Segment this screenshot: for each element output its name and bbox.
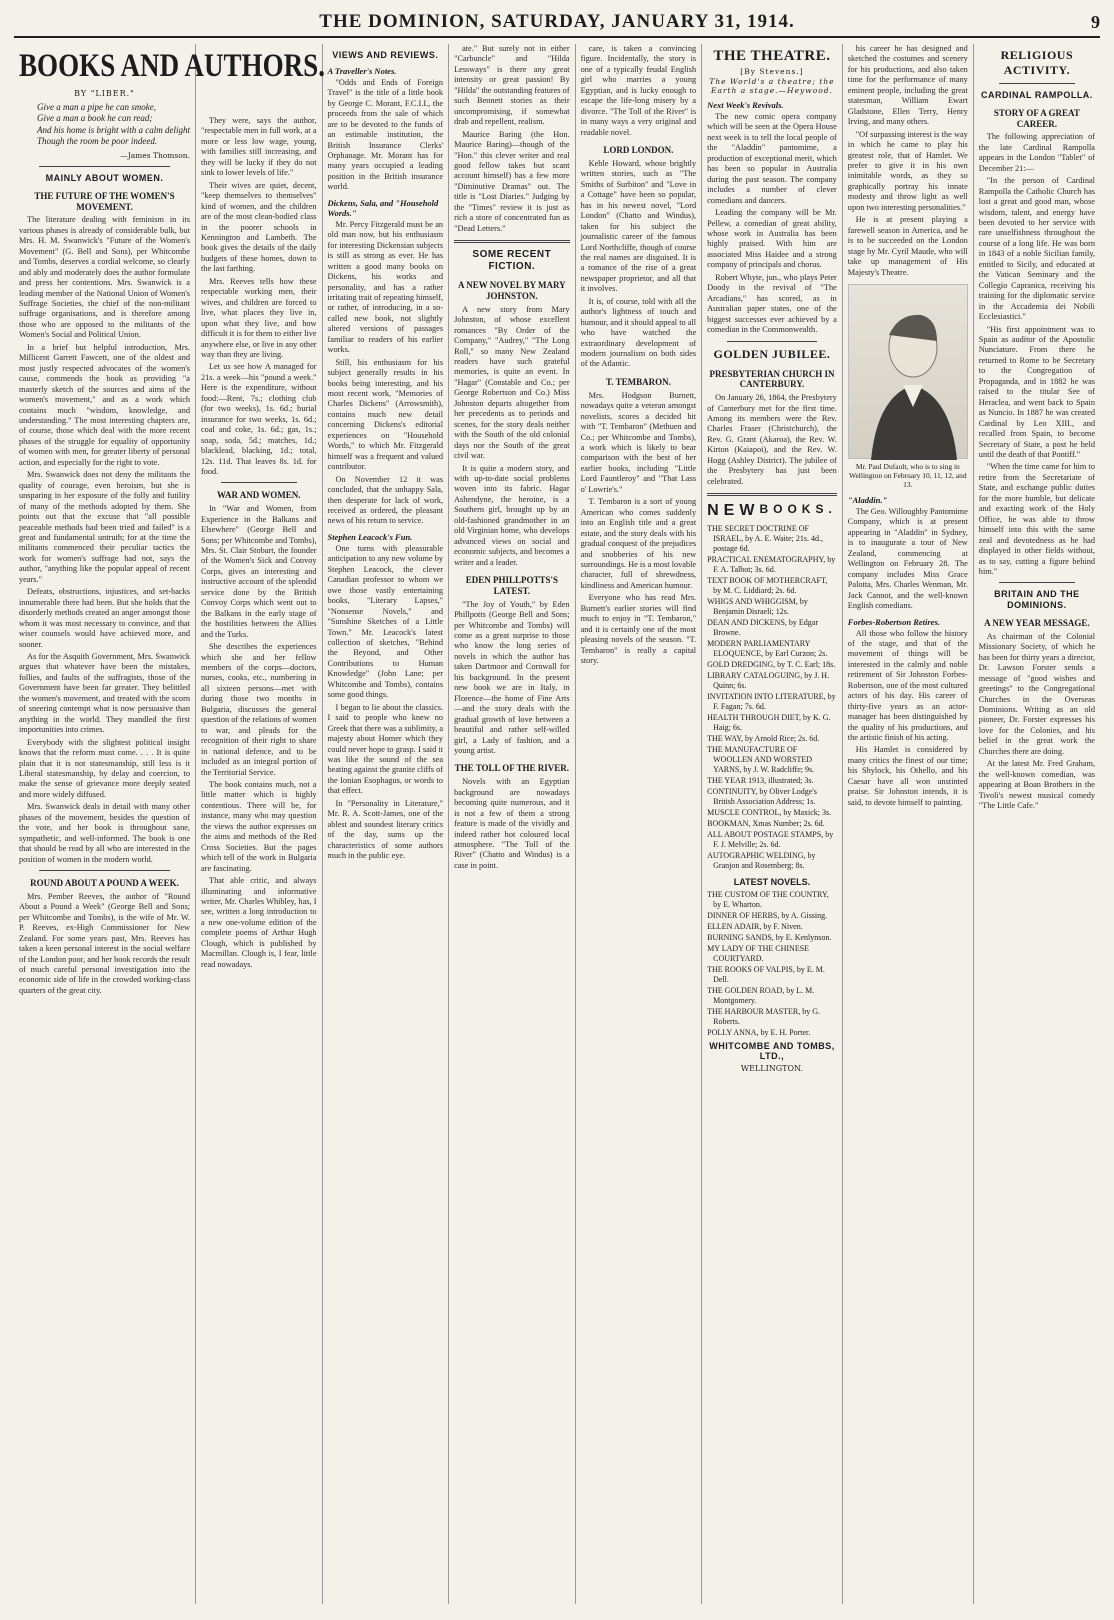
book-list-item: BURNING SANDS, by E. Kenlynson. bbox=[707, 933, 832, 943]
book-list-item: LIBRARY CATALOGUING, by J. H. Quinn; 6s. bbox=[707, 671, 830, 691]
article-paragraph: That able critic, and always illuminating and informative writer, Mr. Charles Whibley, has, I see, written a long introduction to a new one-volume edition of the complete poems of Arthur Hugh Clough, which is published by Macmillan. Clough is, I fear, little read nowadays. bbox=[201, 876, 317, 969]
section-title-books-and-authors: BOOKS AND AUTHORS. bbox=[19, 48, 326, 84]
article-paragraph: Robert Whyte, jun., who plays Peter Doody in the revival of "The Arcadians," has scored, as in Australian paper states, one of the biggest successes ever achieved by a comedian in the Commonwealth. bbox=[707, 272, 837, 335]
article-paragraph: "Odds and Ends of Foreign Travel" is the title of a little book by George C. Morant, F.C.I.I., the proceeds from the sale of which are to be devoted to the funds of an estimable institution, the British Insurance Clerks' Orphanage. Mr. Morant has for many years occupied a leading position in the British insurance world. bbox=[327, 77, 444, 192]
article-paragraph: Novels with an Egyptian background are nowadays becoming quite numerous, and it is not a few of them a strong feature is made of the vividly and indeed rather hot coloured local atmosphere. "The Toll of the River" (Chatto and Windus) is a case in point. bbox=[454, 777, 570, 870]
verse-line: Though the room be poor indeed. bbox=[37, 135, 158, 146]
heading-story-of-career: STORY OF A GREAT CAREER. bbox=[993, 107, 1080, 129]
subheading-next-week: Next Week's Revivals. bbox=[707, 100, 784, 110]
book-list-item: TEXT BOOK OF MOTHERCRAFT, by M. C. Liddiard; 2s. 6d. bbox=[707, 576, 828, 596]
article-paragraph: The literature dealing with feminism in its various phases is already of considerable bulk, but Mrs. H. M. Swanwick's "Future of the Women's Movement" (G. Bell and Sons), per Whitcombe and Tombs, deserves a cordial welcome, so clearly and ably and moderately does the author formulate and press her contentions. Mrs. Swanwick is a leading member of the National Union of Women's Suffrage Societies, the chief of the non-militant suffrage organisations, and is therefore among those who are opposed to the militants of the Women's Social and Political Union. bbox=[19, 215, 190, 340]
book-list-item: THE GOLDEN ROAD, by L. M. Montgomery. bbox=[707, 986, 815, 1006]
article-paragraph: care, is taken a convincing figure. Incidentally, the story is one of a typically feudal English girl who marries a young Egyptian, and is lucky enough to escape the life-long misery by a divorce. "The Toll of the River" is in many ways a very original and readable novel. bbox=[580, 44, 697, 137]
article-paragraph: "Of surpassing interest is the way in which he came to play his greatest role, that of Hamlet. We prefer to give it in his own inimitable words, as they so graphically portray his innate modesty and throw light as well upon two interesting personalities." bbox=[847, 129, 968, 212]
new-books-advert-header bbox=[707, 502, 837, 520]
new-books-list bbox=[707, 524, 837, 871]
article-paragraph: It is quite a modern story, and with up-to-date social problems woven into its fabric. Hagar Ashendyne, the heroine, is a Southern girl, brought up by an old-fashioned grandmother in an old Virginian home, who develops advanced views on social and economic subjects, and becomes a writer and a leader. bbox=[454, 463, 570, 567]
article-paragraph: "In the person of Cardinal Rampolla the Catholic Church has lost a great and good man, whose wisdom, talent, and energy have been devoted to her service with rare unselfishness throughout the course of a long life. He was born in 1843 of a noble Sicilian family, entitled to Sicily, and educated at the Vatican Seminary and the Collegio Capranica, receiving his training for the diplomatic service in the Accademia dei Nobili Ecclesiastici." bbox=[978, 176, 1095, 322]
book-list-item: DEAN AND DICKENS, by Edgar Browne. bbox=[707, 618, 819, 638]
epigraph-verse bbox=[19, 102, 190, 147]
subheading-aladdin: "Aladdin." bbox=[847, 494, 888, 505]
book-list-item: WHIGS AND WHIGGISM, by Benjamin Disraeli; 12s. bbox=[707, 597, 808, 617]
book-list-item: GOLD DREDGING, by T. C. Earl; 18s. bbox=[707, 660, 836, 670]
book-list-item: THE CUSTOM OF THE COUNTRY, by E. Wharton. bbox=[707, 890, 829, 910]
column-8 bbox=[974, 44, 1100, 1604]
portrait-illustration bbox=[849, 285, 969, 460]
verse-line: Give a man a book he can read; bbox=[37, 113, 153, 124]
divider bbox=[39, 870, 170, 871]
book-list-item: MUSCLE CONTROL, by Maxick; 3s. bbox=[707, 808, 832, 818]
divider bbox=[727, 341, 817, 342]
heading-cardinal-rampolla: CARDINAL RAMPOLLA. bbox=[980, 90, 1093, 100]
portrait-caption: Mr. Paul Dufault, who is to sing in Wellington on February 10, 11, 12, and 13. bbox=[848, 461, 967, 489]
article-paragraph: T. Tembaron is a sort of young American who comes suddenly into an English title and a great estate, and the story deals with his gradual conquest of the prejudices and snobberies of his new surroundings. He is a most lovable character, full of shrewdness, kindliness and American humour. bbox=[580, 497, 697, 590]
article-paragraph: She describes the experiences which she and her fellow members of the corps—doctors, nurses, cooks, etc., numbering in all sixteen persons—met with during those two months in Bulgaria, discusses the general question of the relations of women to war, and pleads for the recognition of their right to share in national defence, and to be included as an integral portion of the Territorial Service. bbox=[201, 642, 317, 777]
subheading-forbes-robertson: Forbes-Robertson Retires. bbox=[847, 616, 940, 627]
heading-war-and-women: WAR AND WOMEN. bbox=[216, 490, 301, 501]
column-2 bbox=[196, 44, 323, 1604]
article-paragraph: On January 26, 1864, the Presbytery of Canterbury met for the first time. Among its members were the Rev. Charles Fraser (Christchurch), the Rev. G. Grant (Akaroa), the Rev. W. Kirton (Kaiapoi), and the Rev. W. Hogg (Ashley District). The jubilee of the Presbytery has just been celebrated. bbox=[707, 393, 837, 486]
article-paragraph: As chairman of the Colonial Missionary Society, of which he has been for thirty years a director, Dr. Lawson Forster sends a message of "good wishes and greetings" to the Congregational Churches in the Overseas Dominions. Writing as an old pioneer, Dr. Forster expresses his love for the Colonies, and his belief in the great work the Churches there are doing. bbox=[978, 631, 1095, 756]
divider bbox=[221, 482, 297, 483]
article-paragraph: At the latest Mr. Fred Graham, the well-known comedian, was appearing at Boan Brothers in the Tivoli's newest musical comedy "The Little Cafe." bbox=[978, 759, 1095, 811]
article-paragraph: his career he has designed and sketched the costumes and scenery for his productions, and also taken time for the performance of many eminent people, including the great statesman, William Ewart Gladstone, Ellen Terry, Henry Irving, and many others. bbox=[847, 44, 968, 127]
portrait-image bbox=[848, 284, 968, 459]
book-list-item: THE YEAR 1913, illustrated; 3s. bbox=[707, 776, 814, 786]
column-6 bbox=[702, 44, 843, 1604]
article-paragraph: As for the Asquith Government, Mrs. Swanwick argues that whatever have been the mistakes, follies, and faults of the suffragists, those of the Government have been far greater. They belittled the women's movement, and treated with the scorn of sneering contempt what is now persuasive than anything in the world. They mandled the first importunities into crimes. bbox=[19, 651, 190, 735]
subheading-dickens-sala: Dickens, Sala, and "Household Words." bbox=[327, 197, 439, 218]
latest-novels-header: LATEST NOVELS. bbox=[733, 877, 811, 888]
article-paragraph: Still, his enthusiasm for his subject generally results in his books being interesting, and his most recent work, "Memories of Charles Dickens" (Arrowsmith), contains much new detail concerning Dickens's editorial experiences on "Household Words," to which Mr. Fitzgerald himself was a frequent and valued contributor. bbox=[327, 357, 444, 472]
article-paragraph: Defeats, obstructions, injustices, and set-backs innumerable there had been. But she holds that the disorderly methods created an anger amongst those whom it was most necessary to convince, and that wiser counsels would have achieved more, and sooner. bbox=[19, 587, 190, 649]
section-title-religious-activity: RELIGIOUS ACTIVITY. bbox=[1000, 48, 1074, 77]
epigraph: The World's a theatre; the Earth a stage.—Heywood. bbox=[709, 77, 835, 95]
heading-presbyterian-church: PRESBYTERIAN CHURCH IN CANTERBURY. bbox=[709, 368, 835, 390]
heading-views-and-reviews: VIEWS AND REVIEWS. bbox=[332, 50, 439, 60]
byline: [By Stevens.] bbox=[740, 67, 804, 76]
heading-mainly-about-women: MAINLY ABOUT WOMEN. bbox=[45, 173, 164, 183]
book-list-item: HEALTH THROUGH DIET, by K. G. Haig; 6s. bbox=[707, 713, 831, 733]
advert-header-word: NEW bbox=[707, 502, 760, 520]
article-paragraph: Mrs. Swanwick does not deny the militants the quality of courage, even heroism, but she is unsparing in her exposure of the folly and futility of many of the methods adopted by them. She points out that the excuse that "all possible peaceable methods had been tried and failed" is a great and fundamental untruth; for at the time the militants commenced their peculiar tactics the work for women's suffrage had not, says the author, "anything like the popular appeal of recent years." bbox=[19, 470, 190, 584]
book-list-item: ALL ABOUT POSTAGE STAMPS, by F. J. Melville; 2s. 6d. bbox=[707, 830, 834, 850]
page-number: 9 bbox=[1091, 12, 1100, 32]
book-list-item: THE SECRET DOCTRINE OF ISRAEL, by A. E. Waite; 21s. 4d., postage 6d. bbox=[707, 524, 823, 554]
article-paragraph: "The Joy of Youth," by Eden Phillpotts (George Bell and Sons; per Whitcombe and Tombs) will come as a great surprise to those who know the long series of novels in which the author has taken Dartmoor and Cornwall for his background. In the present new book we are in Italy, in Florence—the home of Fine Arts—and the story deals with the gradual growth of love between a beautiful and rather self-willed girl, a Lady of fashion, and a young artist. bbox=[454, 599, 570, 756]
article-paragraph: It is, of course, told with all the author's lightness of touch and humour, and it should appeal to all who have watched the extraordinary development of modern journalism on both sides of the Atlantic. bbox=[580, 296, 697, 369]
column-container bbox=[14, 44, 1100, 1604]
book-list-item: ELLEN ADAIR, by F. Niven. bbox=[707, 922, 803, 932]
book-list-item: MY LADY OF THE CHINESE COURTYARD. bbox=[707, 944, 810, 964]
article-paragraph: Let us see how A managed for 21s. a week—his "pound a week." Here is the expenditure, without food:—Rent, 7s.; clothing club (for two weeks), 1s. 6d.; burial insurance for two weeks, 1s. 6d.; coal and coke, 1s. 6d.; gas, 1s.; soap, soda, 5d.; matches, 1d.; blacklead, blacking, 1d.; total, 12s. 11d. That leaves 8s. 1d. for food. bbox=[201, 362, 317, 476]
subheading-leacock: Stephen Leacock's Fun. bbox=[327, 531, 413, 542]
heading-future-womens-movement: THE FUTURE OF THE WOMEN'S MOVEMENT. bbox=[34, 190, 175, 212]
article-paragraph: Mrs. Reeves tells how these respectable working men, their wives, and children are forced to live, what places they live in, upon what they live, and how difficult it is for them to either live anywhere else, or live in any other way than they are living. bbox=[201, 276, 317, 359]
article-paragraph: The new comic opera company which will be seen at the Opera House next week is to tell the local people of the "Aladdin" pantomime, a production of exceptional merit, which has been so popular in Australia during the past season. The company includes a number of clever comedians and dancers. bbox=[707, 112, 837, 205]
section-title-theatre: THE THEATRE. bbox=[713, 48, 831, 64]
article-paragraph: One turns with pleasurable anticipation to any new volume by Stephen Leacock, the clever Canadian professor to whom we owe those vastly entertaining books, "Literary Lapses," "Nonsense Novels," and "Sunshine Sketches of a Little Town." Mr. Leacock's latest collection of sketches, "Behind the Beyond, and Other Contributions to Human Knowledge" (John Lane; per Whitcombe and Tombs), contains some good things. bbox=[327, 543, 444, 700]
heading-eden-phillpotts: EDEN PHILLPOTTS'S LATEST. bbox=[465, 575, 558, 596]
book-list-item: POLLY ANNA, by E. H. Porter. bbox=[707, 1028, 811, 1038]
book-list-item: PRACTICAL ENEMATOGRAPHY, by F. A. Talbot; 3s. 6d. bbox=[707, 555, 836, 575]
verse-attribution: —James Thomson. bbox=[120, 151, 190, 160]
article-paragraph: Mrs. Swanwick deals in detail with many other phases of the movement, besides the question of the vote, and her book is throughout sane, sympathetic, and well-informed. The book is one that should be read by all who are interested in the position of women in the modern world. bbox=[19, 802, 190, 864]
divider bbox=[454, 240, 570, 243]
book-list-item: THE WAY, by Arnold Rice; 2s. 6d. bbox=[707, 734, 820, 744]
article-paragraph: Mr. Percy Fitzgerald must be an old man now, but his enthusiasm for interesting Dickensian subjects is still as strong as ever. He has written a good many books on Dickens, his works and personality, and has a rather irritating trait of repeating himself, or rather, of introducing, in a so-called new book, not slightly altered versions of passages familiar to readers of his earlier works. bbox=[327, 219, 444, 355]
heading-britain-dominions: BRITAIN AND THE DOMINIONS. bbox=[994, 589, 1080, 611]
column-5 bbox=[576, 44, 703, 1604]
book-list-item: BOOKMAN, Xmas Number; 2s. 6d. bbox=[707, 819, 825, 829]
heading-mary-johnston: A NEW NOVEL BY MARY JOHNSTON. bbox=[457, 280, 566, 301]
article-paragraph: Everyone who has read Mrs. Burnett's earlier stories will find much to enjoy in "T. Tembaron," and it is certainly one of the most pleasing novels of the season. "T. Tembaron" is really a capital story. bbox=[580, 593, 697, 666]
article-paragraph: The Geo. Willoughby Pantomime Company, which is at present appearing in "Aladdin" in Sydney, is to inaugurate a tour of New Zealand, commencing at Wellington on February 28. The company includes Miss Grace Palotta, Mrs. Charles Wenman, Mr. Jack Cannot, and the well-known English comedians. bbox=[847, 506, 968, 611]
article-paragraph: They were, says the author, "respectable men in full work, at a more or less low wage, young, with families still increasing, and they will be lucky if they do not sink to lower levels of life." bbox=[201, 116, 317, 178]
article-paragraph: Mrs. Hodgson Burnett, nowadays quite a veteran amongst novelists, scores a decided hit with "T. Tembaron" (Methuen and Co.; per Whitcombe and Tombs), a work which is likely to bear comparison with the best of her earlier books, including "Little Lord Fauntleroy" and "That Lass o' Lowrie's." bbox=[580, 390, 697, 494]
heading-t-tembaron: T. TEMBARON. bbox=[605, 376, 671, 387]
article-paragraph: "When the time came for him to retire from the Secretariate of State, and exchange public duties for the more humble, but delicate and exacting work of the Holy Office, he was able to throw himself into this with the same zeal and devotedness as he had displayed in other fields without, as to say, cutting a figure behind him." bbox=[978, 462, 1095, 576]
book-list-item: THE MANUFACTURE OF WOOLLEN AND WORSTED YARNS, by J. W. Radcliffe; 9s. bbox=[707, 745, 815, 775]
divider bbox=[999, 582, 1075, 583]
article-paragraph: Leading the company will be Mr. Pellew, a comedian of great ability, whose work in Australia has been highly praised. With him are associated Miss Haidee and a strong company of principals and chorus. bbox=[707, 208, 837, 270]
heading-round-about-a-pound: ROUND ABOUT A POUND A WEEK. bbox=[30, 878, 179, 889]
article-paragraph: He is at present playing a farewell season in America, and he is to be succeeded on the London stage by Mr. Cyril Maude, who will take up management of His Majesty's Theatre. bbox=[847, 215, 968, 277]
article-paragraph: I began to lie about the classics. I said to people who knew no Greek that there was a sublimity, a majesty about Homer which they could never hope to grasp. I said it was like the sound of the sea beating against the granite cliffs of the Ionian Esophagus, or words to that effect. bbox=[327, 702, 444, 796]
article-paragraph: The following appreciation of the late Cardinal Rampolla appears in the London "Tablet" of December 21:— bbox=[978, 132, 1095, 173]
article-paragraph: A new story from Mary Johnston, of whose excellent romances "By Order of the Company," "Audrey," "The Long Roll," so many New Zealand readers have such grateful memories, is quite an event. In "Hagar" (Constable and Co.; per George Robertson and Co.) Miss Johnston departs altogether from her precedents as to periods and scenes, for the story deals neither with the South of the old colonial days nor the South of the great civil war. bbox=[454, 304, 570, 461]
article-paragraph: Everybody with the slightest political insight knows that the reform must come. . . . It is quite plain that it is not statesmanship, still less is it Liberal statesmanship, by delay and coercion, to make the sense of grievance more deeply seated and more widely diffused. bbox=[19, 737, 190, 799]
heading-toll-of-river: THE TOLL OF THE RIVER. bbox=[454, 763, 570, 774]
divider bbox=[39, 166, 170, 167]
advert-header-word: BOOKS. bbox=[759, 502, 837, 517]
book-list-item: CONTINUITY, by Oliver Lodge's British Association Address; 1s. bbox=[707, 787, 817, 807]
masthead-title: THE DOMINION, SATURDAY, JANUARY 31, 1914. bbox=[319, 11, 795, 32]
article-paragraph: Mrs. Pember Reeves, the author of "Round About a Pound a Week" (George Bell and Sons; per Whitcombe and Tombs), is the wife of Mr. W. P. Reeves, ex-High Commissioner for New Zealand. For some years past, Mrs. Reeves has taken a keen personal interest in the social welfare of the London poor, and her book records the result of much careful personal investigation into the economic side of life in the crowded working-class quarters of the great city. bbox=[19, 891, 190, 995]
advertiser-name: WHITCOMBE AND TOMBS, LTD., bbox=[709, 1041, 835, 1062]
article-paragraph: ate." But surely not in either "Carbuncle" and "Hilda Lessways" is there any great intensity or great passion! By "Hilda" the outstanding features of such Bennett stories as their uncompromising, if somewhat drab and repellent, realism. bbox=[454, 44, 570, 127]
book-list-item: INVITATION INTO LITERATURE, by F. Fagan; 7s. 6d. bbox=[707, 692, 836, 712]
article-paragraph: "His first appointment was to Spain as auditor of the Apostolic Nunciature. From there he returned to Rome to be Secretary to the Congregation of Propaganda, and in 1882 he was raised to the titular See of Heraclea, and went back to Spain as Nuncio. In 1887 he was created Cardinal by Leo XIII., and recalled from Spain, to become Secretary of State, a post he held until the death of that Pontiff." bbox=[978, 324, 1095, 459]
heading-lord-london: LORD LONDON. bbox=[603, 145, 674, 156]
verse-line: Give a man a pipe he can smoke, bbox=[37, 102, 156, 112]
article-paragraph: All those who follow the history of the stage, and that of the movement of things will be interested in the calmly and noble retirement of Sir Johnston Forbes-Robertson, one of the most cultured actors of his day. His career of thirty-five years as an actor-manager has been distinguished by the quality of his productions, and the artistic finish of his acting. bbox=[847, 628, 968, 743]
article-paragraph: On November 12 it was concluded, that the unhappy Sala, then desperate for lack of work, received as ordered, the pleasant news of his return to service. bbox=[327, 474, 444, 526]
masthead bbox=[14, 8, 1100, 38]
book-list-item: MODERN PARLIAMENTARY ELOQUENCE, by Earl Curzon; 2s. bbox=[707, 639, 828, 659]
article-paragraph: Their wives are quiet, decent, "keep themselves to themselves" kind of women, and the children are of the most clean-bodied class in the poorer schools in Kennington and Lambeth. The book gives the details of the daily budgets of these homes, down to the last farthing. bbox=[201, 180, 317, 274]
article-paragraph: His Hamlet is considered by many critics the finest of our time; his Shylock, his Othello, and his Caesar have all won unstinted praise. Sir Johnston intends, it is said, to devote himself to painting. bbox=[847, 745, 968, 807]
divider bbox=[707, 493, 837, 496]
article-paragraph: In a brief but helpful introduction, Mrs. Millicent Garrett Fawcett, one of the oldest and most justly respected advocates of the women's cause, commends the book as providing "a masterly sketch of the sources and aims of the women's movement," and as a work which contains much "wisdom, knowledge, and understanding." The most interesting chapters are, of course, those which deal with the more recent phases of the struggle for equality of opportunity of women with men, for greater liberty of personal action, and especially for the right to vote. bbox=[19, 342, 190, 467]
divider bbox=[999, 83, 1075, 84]
book-list-item: THE HARBOUR MASTER, by G. Roberts. bbox=[707, 1007, 821, 1027]
subheading-travellers-notes: A Traveller's Notes. bbox=[327, 65, 397, 76]
book-list-item: DINNER OF HERBS, by A. Gissing. bbox=[707, 911, 828, 921]
article-paragraph: Maurice Baring (the Hon. Maurice Baring)—though of the "Hon." this clever writer and real good fellow takes but scant account himself) has a few more "Diminutive Dramas" out. The title is "Lost Diaries." Judging by the "Times" review it is just as rich a store of concentrated fun as "Dead Letters." bbox=[454, 129, 570, 233]
article-paragraph: Keble Howard, whose brightly written stories, such as "The Smiths of Surbiton" and "Love in a Cottage" have been so popular, has in his newest novel, "Lord London" (Chatto and Windus), taken for his subject the journalistic career of the famous Lord Northcliffe, though of course the real names are disguised. It is a romance of the rise of a great newspaper proprietor, and all that it involves. bbox=[580, 158, 697, 294]
column-7 bbox=[843, 44, 974, 1604]
column-3 bbox=[323, 44, 450, 1604]
article-paragraph: In "War and Women, from Experience in the Balkans and Elsewhere" (George Bell and Sons; per Whitcombe and Tombs), Mrs. St. Clair Stobart, the founder of the Women's Sick and Convoy Corps, gives an interesting and instructive account of the splendid service done by the British Convoy Corps which went out to the Balkans in the early stage of the hostilities between the Allies and the Turks. bbox=[201, 504, 317, 639]
latest-novels-list bbox=[707, 890, 837, 1038]
column-4 bbox=[449, 44, 576, 1604]
heading-new-year-message: A NEW YEAR MESSAGE. bbox=[984, 618, 1090, 629]
heading-recent-fiction: SOME RECENT FICTION. bbox=[472, 249, 552, 273]
book-list-item: THE ROOKS OF VALPIS, by E. M. Dell. bbox=[707, 965, 825, 985]
verse-line: And his home is bright with a calm delight bbox=[37, 124, 190, 135]
article-paragraph: The book contains much, not a little matter which is highly contentious. There will be, for instance, many who may question the views the author expresses on the aims and methods of the Red Cross Societies. But the pages which tell of the work in Bulgaria are fascinating. bbox=[201, 779, 317, 873]
heading-golden-jubilee: GOLDEN JUBILEE. bbox=[713, 346, 831, 361]
book-list-item: AUTOGRAPHIC WELDING, by Granjon and Rosemberg; 8s. bbox=[707, 851, 816, 871]
advertiser-city: WELLINGTON. bbox=[740, 1064, 804, 1074]
article-paragraph: In "Personality in Literature," Mr. R. A. Scott-James, one of the ablest and soundest literary critics of the day, sums up the characteristics of some authors much in the public eye. bbox=[327, 798, 444, 861]
byline: BY "LIBER." bbox=[74, 89, 135, 98]
